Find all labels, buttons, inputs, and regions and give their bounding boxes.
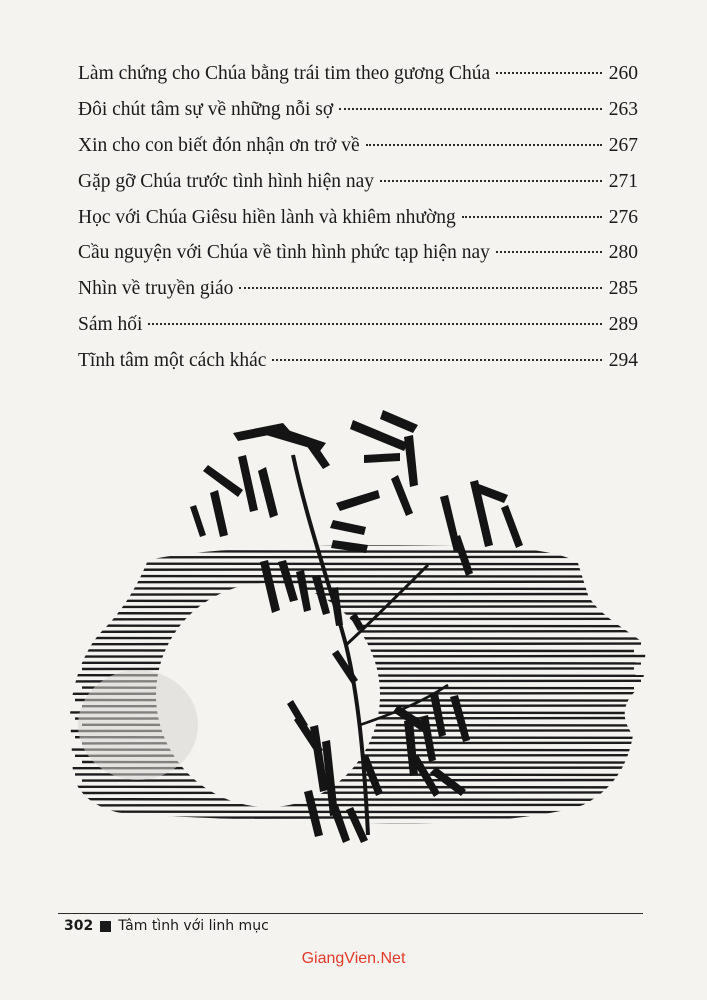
toc-entry [78,170,638,206]
toc-entry-title: Xin cho con biết đón nhận ơn trở về [78,134,360,156]
toc-entry [78,349,638,385]
page-footer [64,918,269,934]
hatch-line [75,606,641,607]
toc-entry-page: 289 [608,314,638,336]
toc-entry-page: 260 [608,63,638,84]
toc-leader-dots [339,107,602,110]
toc-entry [78,62,638,98]
hatch-line [75,663,641,664]
toc-entry-page: 294 [608,350,638,372]
toc-entry-title: Sám hối [78,314,143,336]
hatch-line [82,799,634,800]
hatch-line [75,792,641,793]
toc-entry-title: Nhìn về truyền giáo [78,278,234,300]
toc-leader-dots [239,286,602,289]
bamboo-moon-ink-illustration [68,395,648,855]
toc-entry [78,241,638,277]
hatch-line [75,569,641,570]
toc-leader-dots [496,250,602,253]
toc-entry-page: 280 [608,242,638,264]
hatch-line [82,594,634,595]
toc-entry-title: Làm chứng cho Chúa bằng trái tim theo gương Chúa [78,63,491,84]
toc-leader-dots [272,358,602,361]
hatch-line [75,588,641,589]
watermark: GiangVien.Net [301,950,406,967]
footer-page-number: 302 [64,918,94,934]
toc-entry [78,98,638,134]
toc-entry-title: Cầu nguyện với Chúa về tình hình phức tạp hiện nay [78,242,490,264]
hatch-line [82,668,634,669]
toc-entry-title: Đôi chút tâm sự về những nỗi sợ [78,98,334,120]
hatch-line [68,656,648,657]
hatch-line [82,576,634,577]
hatch-line [68,805,648,806]
toc-entry [78,313,638,349]
toc-entry-page: 276 [608,206,638,228]
hatch-line [75,812,641,813]
toc-entry-page: 263 [608,98,638,120]
hatch-line [82,557,634,558]
toc-entry-page: 271 [608,170,638,192]
table-of-contents [78,62,638,385]
toc-entry-title: Học với Chúa Giêsu hiền lành và khiêm nhường [78,206,456,228]
hatch-line [75,644,641,645]
toc-leader-dots [462,215,602,218]
footer-book-title: Tâm tình với linh mục [118,918,269,934]
toc-leader-dots [380,179,602,182]
hatch-line [82,631,634,632]
hatch-line [68,601,648,602]
toc-entry-title: Tĩnh tâm một cách khác [78,350,267,372]
hatch-line [82,613,634,614]
hatch-line [68,638,648,639]
toc-entry-page: 267 [608,134,638,156]
toc-entry-title: Gặp gỡ Chúa trước tình hình hiện nay [78,170,375,192]
hatch-line [82,780,634,781]
toc-leader-dots [496,71,602,74]
hatch-line [82,817,634,818]
toc-entry [78,206,638,242]
hatch-line [68,564,648,565]
black-square-icon [100,921,111,932]
hatch-line [68,787,648,788]
toc-entry-page: 285 [608,278,638,300]
hatch-line [68,582,648,583]
toc-entry [78,134,638,170]
toc-leader-dots [148,322,602,325]
hatch-line [82,650,634,651]
toc-leader-dots [366,143,602,146]
footer-rule [58,913,643,914]
toc-entry [78,277,638,313]
